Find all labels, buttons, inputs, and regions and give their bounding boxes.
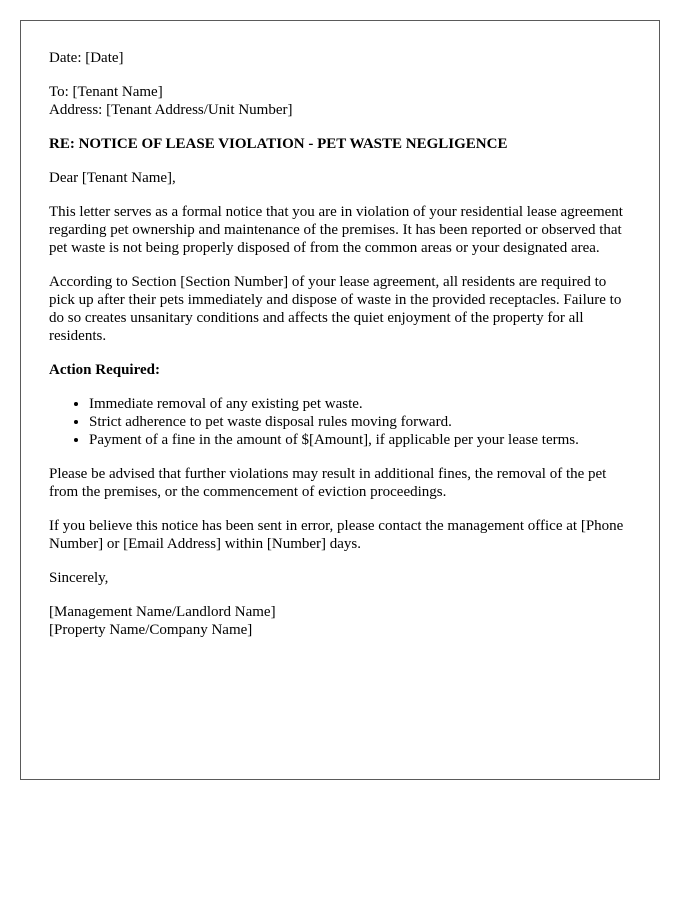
signature-block — [49, 603, 631, 639]
action-required-heading: Action Required: — [49, 362, 160, 378]
contact-paragraph: If you believe this notice has been sent in error, please contact the management office at [Phone Number] or [Email Address] within [Number] days. — [49, 518, 624, 552]
salutation: Dear [Tenant Name], — [49, 170, 176, 186]
letter-document — [20, 20, 660, 780]
recipient-name-line: To: [Tenant Name] — [49, 84, 163, 100]
consequences-paragraph: Please be advised that further violations may result in additional fines, the removal of the pet from the premises, or the commencement of eviction proceedings. — [49, 466, 607, 500]
closing: Sincerely, — [49, 570, 109, 586]
action-list — [49, 395, 631, 449]
action-item-removal: • Immediate removal of any existing pet waste. — [89, 395, 631, 413]
subject-line: RE: NOTICE OF LEASE VIOLATION - PET WASTE NEGLIGENCE — [49, 136, 508, 152]
signer-company: [Property Name/Company Name] — [49, 622, 253, 638]
signer-name: [Management Name/Landlord Name] — [49, 604, 276, 620]
recipient-address-line: Address: [Tenant Address/Unit Number] — [49, 102, 293, 118]
recipient-block — [49, 83, 631, 119]
date-line: Date: [Date] — [49, 50, 124, 66]
lease-section-paragraph: According to Section [Section Number] of your lease agreement, all residents are required to pick up after their pets immediately and dispose of waste in the provided receptacles. Failure to do so creates unsanitary conditions and affects the quiet enjoyment of the property for all residents. — [49, 274, 622, 344]
action-item-adherence: • Strict adherence to pet waste disposal rules moving forward. — [89, 413, 631, 431]
date-block — [49, 49, 631, 67]
violation-paragraph: This letter serves as a formal notice that you are in violation of your residential lease agreement regarding pet ownership and maintenance of the premises. It has been reported or observed that pet waste is not being properly disposed of from the common areas or your designated area. — [49, 204, 623, 256]
action-item-fine: • Payment of a fine in the amount of $[Amount], if applicable per your lease terms. — [89, 431, 631, 449]
